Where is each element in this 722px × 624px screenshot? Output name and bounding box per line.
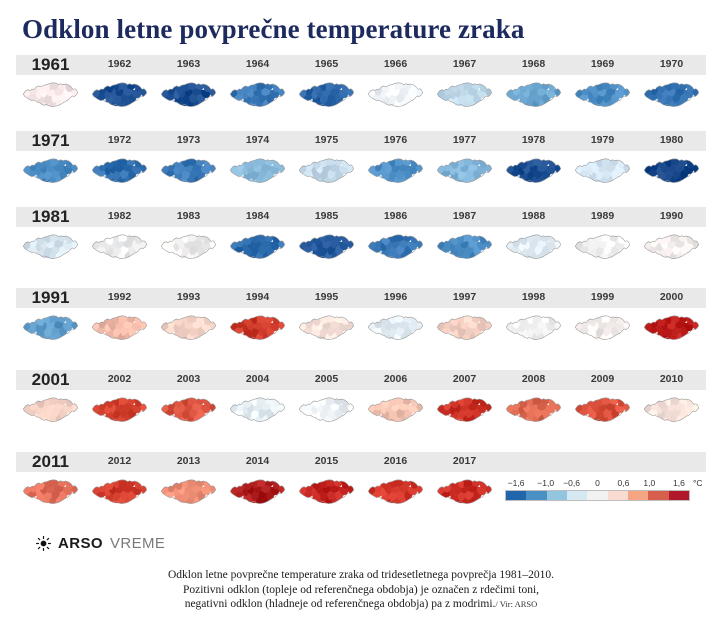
caption-line-3 [0, 597, 722, 612]
year-cell-1968[interactable] [499, 55, 568, 117]
year-cell-1997[interactable] [430, 288, 499, 350]
year-cell-1999[interactable] [568, 288, 637, 350]
slovenia-map [157, 75, 220, 115]
slovenia-map [226, 390, 289, 430]
slovenia-map [571, 390, 634, 430]
year-label: 2000 [659, 291, 684, 303]
slovenia-map [502, 390, 565, 430]
year-label: 2014 [245, 455, 270, 467]
year-cell-1964[interactable] [223, 55, 292, 117]
year-label: 1973 [176, 134, 201, 146]
year-cell-1992[interactable] [85, 288, 154, 350]
decade-row [16, 370, 706, 432]
brand-suffix: VREME [109, 535, 166, 552]
year-label: 2006 [383, 373, 408, 385]
year-cell-1966[interactable] [361, 55, 430, 117]
slovenia-map [157, 308, 220, 348]
year-label: 2005 [314, 373, 339, 385]
year-label: 2002 [107, 373, 132, 385]
year-label: 1981 [31, 207, 70, 226]
caption-source: / Vir: ARSO [495, 599, 538, 609]
legend-swatch [526, 491, 546, 500]
year-cell-2004[interactable] [223, 370, 292, 432]
legend-tick-label: −1,6 [507, 478, 525, 488]
year-cell-2009[interactable] [568, 370, 637, 432]
year-label: 1986 [383, 210, 408, 222]
year-label: 1993 [176, 291, 201, 303]
color-legend [505, 478, 705, 508]
legend-tick-label: 1,0 [643, 478, 656, 488]
year-cell-1996[interactable] [361, 288, 430, 350]
slovenia-map [571, 308, 634, 348]
year-label: 2015 [314, 455, 339, 467]
slovenia-map [88, 75, 151, 115]
year-label: 1962 [107, 58, 132, 70]
year-label: 1994 [245, 291, 270, 303]
legend-tick-label: 0 [595, 478, 600, 488]
legend-ticks [505, 478, 690, 490]
year-cell-1985[interactable] [292, 207, 361, 269]
year-cell-2007[interactable] [430, 370, 499, 432]
caption [0, 568, 722, 612]
year-label: 1965 [314, 58, 339, 70]
year-label: 1982 [107, 210, 132, 222]
year-cell-1984[interactable] [223, 207, 292, 269]
year-label: 1990 [659, 210, 684, 222]
year-cell-2013[interactable] [154, 452, 223, 514]
year-cell-1993[interactable] [154, 288, 223, 350]
slovenia-map [226, 151, 289, 191]
legend-swatch [587, 491, 607, 500]
year-label: 1995 [314, 291, 339, 303]
year-label: 2011 [32, 452, 69, 471]
year-label: 2008 [521, 373, 546, 385]
slovenia-map [19, 75, 82, 115]
slovenia-map [502, 227, 565, 267]
year-cells [16, 288, 706, 350]
year-label: 2012 [107, 455, 132, 467]
year-label: 1992 [107, 291, 132, 303]
year-cell-1983[interactable] [154, 207, 223, 269]
year-cell-2002[interactable] [85, 370, 154, 432]
year-cell-2015[interactable] [292, 452, 361, 514]
year-label: 1974 [245, 134, 270, 146]
legend-swatch [669, 491, 689, 500]
decade-row [16, 288, 706, 350]
year-label: 1977 [452, 134, 477, 146]
year-cell-1970[interactable] [637, 55, 706, 117]
year-label: 1988 [521, 210, 546, 222]
year-label: 1997 [452, 291, 477, 303]
year-cell-1987[interactable] [430, 207, 499, 269]
slovenia-map [19, 308, 82, 348]
slovenia-map [364, 472, 427, 512]
slovenia-map [364, 227, 427, 267]
year-cell-1977[interactable] [430, 131, 499, 193]
slovenia-map [19, 151, 82, 191]
slovenia-map [433, 75, 496, 115]
year-cell-1969[interactable] [568, 55, 637, 117]
year-cell-1961[interactable] [16, 55, 85, 117]
year-cell-1978[interactable] [499, 131, 568, 193]
year-label: 1968 [521, 58, 546, 70]
year-label: 1969 [590, 58, 615, 70]
year-cell-1995[interactable] [292, 288, 361, 350]
year-cell-1972[interactable] [85, 131, 154, 193]
slovenia-map [295, 472, 358, 512]
year-label: 1976 [383, 134, 408, 146]
year-cell-1986[interactable] [361, 207, 430, 269]
year-label: 1966 [383, 58, 408, 70]
year-cell-1988[interactable] [499, 207, 568, 269]
year-cell-1976[interactable] [361, 131, 430, 193]
year-cells [16, 207, 706, 269]
year-cells [16, 55, 706, 117]
slovenia-map [571, 75, 634, 115]
year-cell-1979[interactable] [568, 131, 637, 193]
year-cell-1973[interactable] [154, 131, 223, 193]
slovenia-map [88, 308, 151, 348]
brand-name: ARSO [58, 535, 103, 552]
year-label: 1964 [245, 58, 270, 70]
year-cell-1991[interactable] [16, 288, 85, 350]
slovenia-map [364, 308, 427, 348]
year-label: 1989 [590, 210, 615, 222]
slovenia-map [364, 75, 427, 115]
caption-line-1: Odklon letne povprečne temperature zraka od tridesetletnega povprečja 1981–2010. [167, 569, 555, 581]
year-label: 1998 [521, 291, 546, 303]
legend-unit: °C [693, 478, 703, 488]
year-cell-2000[interactable] [637, 288, 706, 350]
year-cell-2001[interactable] [16, 370, 85, 432]
slovenia-map [19, 472, 82, 512]
slovenia-map [502, 308, 565, 348]
legend-tick-label: 1,6 [672, 478, 685, 488]
slovenia-map [157, 390, 220, 430]
year-cell-1967[interactable] [430, 55, 499, 117]
slovenia-map [571, 151, 634, 191]
year-cell-2014[interactable] [223, 452, 292, 514]
slovenia-map [295, 390, 358, 430]
year-label: 1987 [452, 210, 477, 222]
year-cell-2010[interactable] [637, 370, 706, 432]
slovenia-map [157, 472, 220, 512]
slovenia-map [640, 390, 703, 430]
year-label: 1984 [245, 210, 270, 222]
year-label: 1999 [590, 291, 615, 303]
legend-tick-label: −1,0 [537, 478, 555, 488]
year-label: 1996 [383, 291, 408, 303]
year-label: 1971 [31, 131, 70, 150]
year-label: 1979 [590, 134, 615, 146]
year-cell-1980[interactable] [637, 131, 706, 193]
year-cell-2012[interactable] [85, 452, 154, 514]
year-label: 1975 [314, 134, 339, 146]
year-cell-2016[interactable] [361, 452, 430, 514]
slovenia-map [433, 227, 496, 267]
slovenia-map [19, 227, 82, 267]
slovenia-map [433, 151, 496, 191]
slovenia-map [502, 151, 565, 191]
year-cell-1962[interactable] [85, 55, 154, 117]
page-title: Odklon letne povprečne temperature zraka [22, 14, 525, 44]
slovenia-map [295, 151, 358, 191]
year-label: 1980 [659, 134, 684, 146]
slovenia-map [226, 308, 289, 348]
year-cell-1998[interactable] [499, 288, 568, 350]
year-label: 2016 [383, 455, 408, 467]
year-label: 1972 [107, 134, 132, 146]
legend-tick-label: −0,6 [563, 478, 580, 488]
caption-line-3-text: negativni odklon (hladneje od referenčnega obdobja) pa z modrimi. [184, 598, 496, 610]
legend-swatch [506, 491, 526, 500]
slovenia-map [640, 227, 703, 267]
slovenia-map [19, 390, 82, 430]
year-cell-2008[interactable] [499, 370, 568, 432]
legend-swatch [628, 491, 648, 500]
year-label: 1978 [521, 134, 546, 146]
slovenia-map [226, 75, 289, 115]
year-cell-2006[interactable] [361, 370, 430, 432]
slovenia-map [88, 151, 151, 191]
decade-row [16, 207, 706, 269]
year-cell-2011[interactable] [16, 452, 85, 514]
year-label: 2003 [176, 373, 201, 385]
slovenia-map [640, 75, 703, 115]
slovenia-map [571, 227, 634, 267]
year-label: 1967 [452, 58, 477, 70]
year-label: 2017 [452, 455, 477, 467]
slovenia-map [433, 390, 496, 430]
legend-swatch [648, 491, 668, 500]
slovenia-map [295, 227, 358, 267]
year-label: 1983 [176, 210, 201, 222]
slovenia-map [295, 75, 358, 115]
slovenia-map [157, 227, 220, 267]
legend-tick-label: 0,6 [617, 478, 630, 488]
year-label: 2009 [590, 373, 615, 385]
slovenia-map [433, 472, 496, 512]
slovenia-map [640, 151, 703, 191]
sun-icon [36, 536, 51, 551]
year-label: 1985 [314, 210, 339, 222]
year-label: 2001 [31, 370, 70, 389]
year-label: 1963 [176, 58, 201, 70]
slovenia-map [364, 151, 427, 191]
slovenia-map [433, 308, 496, 348]
slovenia-map [226, 472, 289, 512]
year-label: 2013 [176, 455, 201, 467]
year-label: 1991 [31, 288, 70, 307]
year-cell-2017[interactable] [430, 452, 499, 514]
year-cells [16, 370, 706, 432]
year-cell-1974[interactable] [223, 131, 292, 193]
caption-line-2: Pozitivni odklon (topleje od referenčnega obdobja) je označen z rdečimi toni, [182, 583, 540, 596]
year-label: 1961 [31, 55, 70, 74]
year-cell-2003[interactable] [154, 370, 223, 432]
year-cell-1975[interactable] [292, 131, 361, 193]
slovenia-map [226, 227, 289, 267]
year-cell-1963[interactable] [154, 55, 223, 117]
slovenia-map [88, 227, 151, 267]
legend-gradient-bar [505, 490, 690, 501]
slovenia-map [295, 308, 358, 348]
brand-logo [36, 535, 165, 552]
year-cell-1971[interactable] [16, 131, 85, 193]
slovenia-map [364, 390, 427, 430]
year-cell-1981[interactable] [16, 207, 85, 269]
year-label: 2007 [452, 373, 477, 385]
year-label: 2010 [659, 373, 684, 385]
year-cell-2005[interactable] [292, 370, 361, 432]
year-cell-1965[interactable] [292, 55, 361, 117]
year-label: 1970 [659, 58, 684, 70]
year-cell-1990[interactable] [637, 207, 706, 269]
year-cell-1982[interactable] [85, 207, 154, 269]
decade-row [16, 131, 706, 193]
slovenia-map [640, 308, 703, 348]
year-cell-1989[interactable] [568, 207, 637, 269]
year-cells [16, 131, 706, 193]
year-cell-1994[interactable] [223, 288, 292, 350]
legend-swatch [608, 491, 628, 500]
slovenia-map [157, 151, 220, 191]
legend-swatch [547, 491, 567, 500]
year-label: 2004 [245, 373, 270, 385]
legend-swatch [567, 491, 587, 500]
slovenia-map [88, 472, 151, 512]
slovenia-map [88, 390, 151, 430]
slovenia-map [502, 75, 565, 115]
decade-row [16, 55, 706, 117]
